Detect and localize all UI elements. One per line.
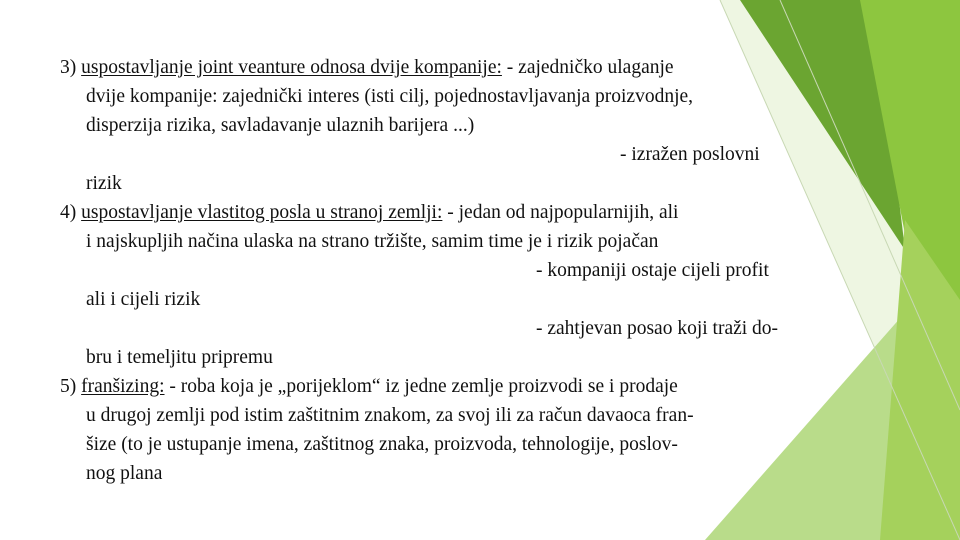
item5-number: 5) xyxy=(60,376,77,397)
item5-line3: šize (to je ustupanje imena, zaštitnog znaka, proizvoda, tehnologije, poslov- xyxy=(86,434,678,455)
item5-line1-rest: - roba koja je „porijeklom“ iz jedne zemlje proizvodi se i prodaje xyxy=(164,376,678,397)
item3-line3: disperzija rizika, savladavanje ulaznih barijera ...) xyxy=(86,115,475,136)
item4-number: 4) xyxy=(60,202,77,223)
item3-line4: - izražen poslovni xyxy=(620,144,760,165)
item4-line6: bru i temeljitu pripremu xyxy=(86,347,273,368)
item3-line1-rest: - zajedničko ulaganje xyxy=(501,57,674,78)
item4-line2: i najskupljih načina ulaska na strano tržište, samim time je i rizik pojačan xyxy=(86,231,659,252)
item4-line1-rest: - jedan od najpopularnijih, ali xyxy=(442,202,679,223)
item3-number: 3) xyxy=(60,57,77,78)
item5-line4: nog plana xyxy=(86,463,163,484)
item3-line5: rizik xyxy=(86,173,122,194)
item4-line4: ali i cijeli rizik xyxy=(86,289,201,310)
item5-line1 xyxy=(60,376,678,398)
item4-line3: - kompaniji ostaje cijeli profit xyxy=(536,260,769,281)
item5-term: franšizing: xyxy=(81,376,165,397)
item4-line5: - zahtjevan posao koji traži do- xyxy=(536,318,779,339)
item5-line2: u drugoj zemlji pod istim zaštitnim znakom, za svoj ili za račun davaoca fran- xyxy=(86,405,694,426)
item3-line1 xyxy=(60,57,674,79)
item3-term: uspostavljanje joint veanture odnosa dvije kompanije: xyxy=(81,57,502,78)
item3-line2: dvije kompanije: zajednički interes (isti cilj, pojednostavljavanja proizvodnje, xyxy=(86,86,694,107)
item4-line1 xyxy=(60,202,678,224)
item4-term: uspostavljanje vlastitog posla u stranoj zemlji: xyxy=(81,202,443,223)
